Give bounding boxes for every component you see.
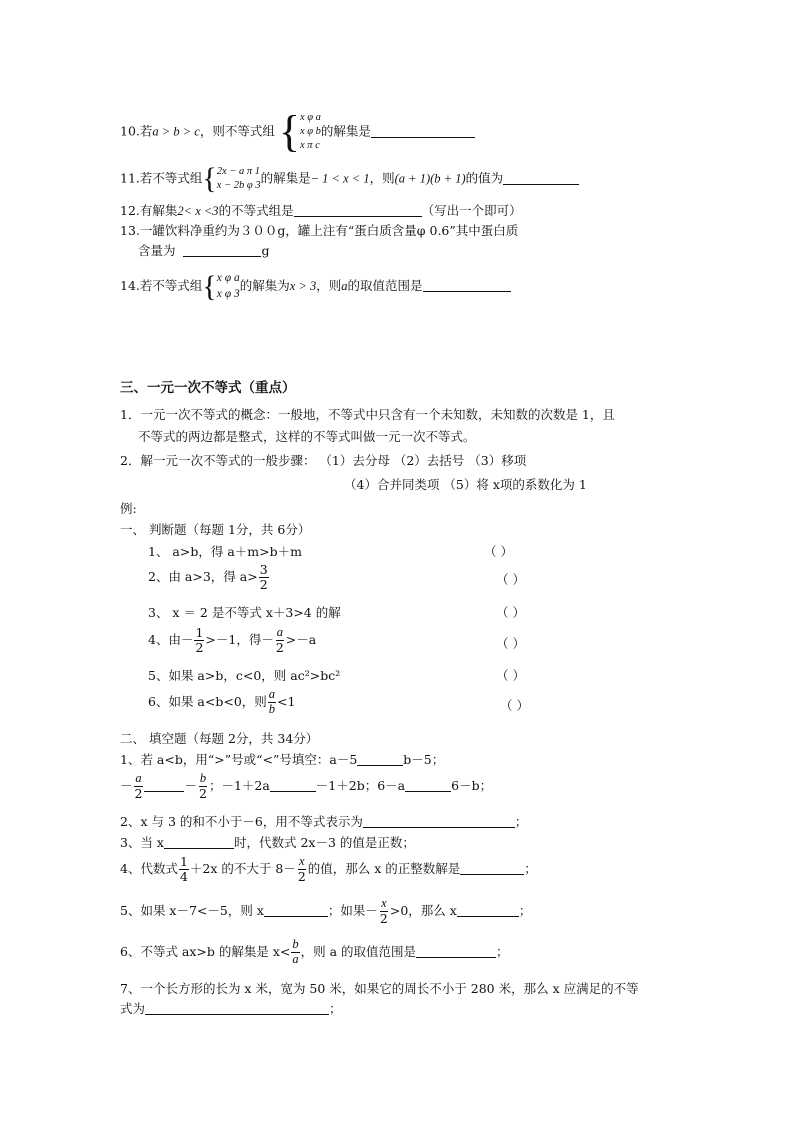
q11-range: − 1 < x < 1 [310,171,370,186]
q11-text: 的解集是 [260,170,311,186]
q11-system: 2x − a π 1 x − 2b φ 3 [216,165,261,191]
question-11 [120,164,579,194]
judge-q6-answer[interactable]: （ ） [500,698,529,713]
fill-q2: 2、x 与 3 的和不小于－6，用不等式表示为 ； [120,814,528,829]
q14-prefix: 14.若不等式组 [120,278,203,294]
q13-unit: g [261,243,270,258]
fill-q3-blank[interactable] [164,836,234,849]
q10-text: ，则不等式组 [199,123,275,139]
question-14 [120,271,511,302]
example-label: 例: [120,501,137,516]
q12-text: 的不等式组是 [218,203,294,218]
question-10 [120,107,475,156]
judge-q1-answer[interactable]: （ ） [484,544,513,559]
q14-condition: x > 3 [289,279,317,294]
question-12 [120,204,522,219]
fill-q6-blank[interactable] [416,945,496,958]
question-13-line2 [138,244,269,258]
judge-q4-answer[interactable]: （ ） [496,636,525,651]
brace-icon: { [202,162,217,195]
q12-suffix: （写出一个即可） [421,203,522,218]
q14-answer-blank[interactable] [423,279,511,292]
fill-q5-blank-2[interactable] [457,904,519,917]
brace-icon: { [278,107,300,156]
judge-q6: 6、如果 a<b<0，则 $\frac{a}{b}$ <1 [148,687,296,716]
q11-answer-blank[interactable] [503,172,579,185]
q13-answer-blank[interactable] [183,244,261,257]
fill-section-title: 二、 填空题（每题 2分，共 34分） [120,731,319,746]
judge-q1: 1、 a>b，得 a＋m>b＋m [148,544,302,559]
q10-system: x φ a x φ b x π c [299,111,321,152]
q12-range: 2< x <3 [177,204,219,218]
judge-q3: 3、 x ＝ 2 是不等式 x＋3>4 的解 [148,605,341,620]
q14-text2: ，则 [316,278,342,294]
judge-q2: 2、由 a>3，得 a> $\frac{3}{2}$ [148,562,268,592]
fill-q1-blank-4[interactable] [405,779,451,792]
concept-line2: 不等式的两边都是整式，这样的不等式叫做一元一次不等式。 [138,429,476,444]
fill-q7-blank[interactable] [145,1002,329,1015]
fill-q4-blank[interactable] [460,862,524,875]
q11-text2: ，则 [369,170,395,186]
fill-q5-blank-1[interactable] [264,904,328,917]
fill-q6: 6、不等式 ax>b 的解集是 x< $\frac{b}{a}$ ，则 a 的取值范围是 ； [120,937,509,966]
judge-q5: 5、如果 a>b，c<0，则 ac²>bc² [148,668,341,683]
fill-q4: 4、代数式 $\frac{1}{4}$ ＋2x 的不大于 8－ $\frac{x}{2}$ 的值，那么 x 的正整数解是 ； [120,854,537,884]
steps-line2: （4）合并同类项 （5）将 x项的系数化为 1 [344,477,587,492]
q12-prefix: 12.有解集 [120,203,178,218]
q14-text: 的解集为 [239,278,290,294]
judge-section-title: 一、 判断题（每题 1分，共 6分） [120,522,311,537]
q10-suffix: 的解集是 [320,123,371,139]
fill-q1-continued: － $\frac{a}{2}$ － $\frac{b}{2}$ ；－1＋2a －1＋2b；6－a 6－b； [120,771,493,801]
judge-q4: 4、由－ $\frac{1}{2}$ >－1，得－ $\frac{a}{2}$ >－a [148,625,317,655]
q12-answer-blank[interactable] [294,204,422,217]
q14-system: x φ a x φ 3 [216,272,240,300]
judge-q2-answer[interactable]: （ ） [496,572,525,587]
q10-condition: a > b > c [152,124,200,139]
q13-text: 含量为 [138,243,176,258]
fill-q1-blank-3[interactable] [270,779,316,792]
brace-icon: { [202,269,217,303]
fill-q7-line1: 7、一个长方形的长为 x 米，宽为 50 米，如果它的周长不小于 280 米，那么 x 应满足的不等 [120,981,639,996]
fill-q3: 3、当 x 时，代数式 2x－3 的值是正数； [120,835,415,850]
q11-prefix: 11.若不等式组 [120,170,203,186]
q11-expression: (a + 1)(b + 1) [394,171,466,186]
steps-line1: 2．解一元一次不等式的一般步骤： （1）去分母 （2）去括号 （3）移项 [120,453,527,468]
q14-suffix: 的取值范围是 [347,278,423,294]
fill-q1: 1、若 a<b，用“>”号或“<”号填空：a－5 b－5； [120,752,445,767]
q14-variable: a [341,279,348,294]
q10-answer-blank[interactable] [371,125,475,138]
fill-q2-blank[interactable] [363,815,515,828]
q10-prefix: 10.若 [120,123,153,139]
judge-q5-answer[interactable]: （ ） [496,668,525,683]
fill-q1-blank-1[interactable] [357,753,403,766]
fill-q1-blank-2[interactable] [144,779,184,792]
judge-q3-answer[interactable]: （ ） [496,605,525,620]
fill-q5: 5、如果 x－7<－5，则 x ；如果－ $\frac{x}{2}$ >0，那么 x ； [120,896,532,926]
q11-suffix: 的值为 [465,170,504,186]
question-13-line1: 13.一罐饮料净重约为３００g，罐上注有“蛋白质含量φ 0.6”其中蛋白质 [120,223,519,238]
fill-q7-line2: 式为 ； [120,1001,342,1016]
section-title: 三、一元一次不等式（重点） [120,380,296,396]
concept-line1: 1．一元一次不等式的概念：一般地，不等式中只含有一个未知数，未知数的次数是 1，且 [120,407,615,422]
